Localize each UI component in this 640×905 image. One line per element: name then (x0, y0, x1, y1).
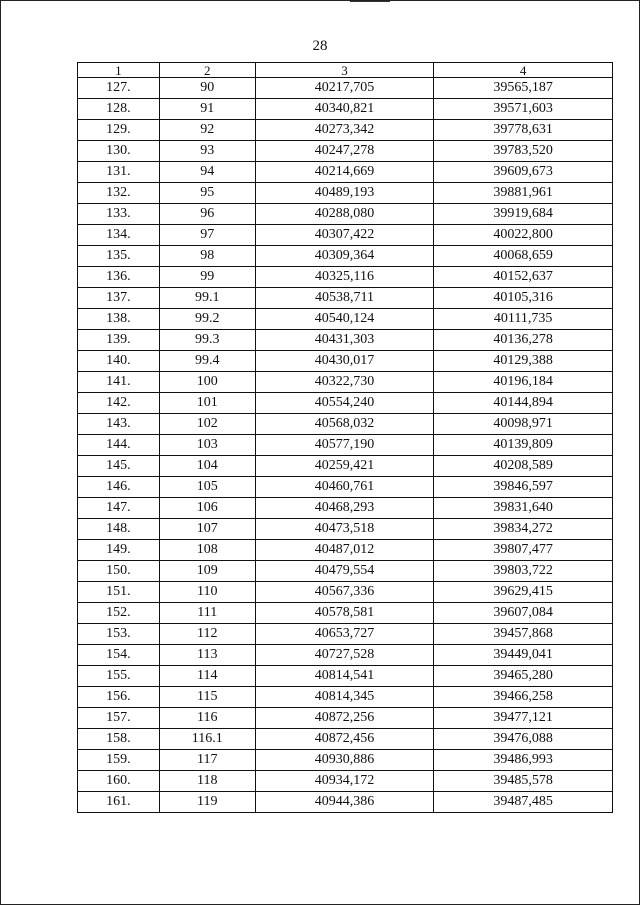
point-number-cell: 108 (159, 540, 255, 561)
point-number-cell: 112 (159, 624, 255, 645)
coordinate-y-cell: 39629,415 (434, 582, 613, 603)
coordinate-y-cell: 39571,603 (434, 99, 613, 120)
table-row (78, 561, 613, 582)
coordinate-y-cell: 39486,993 (434, 750, 613, 771)
point-number-cell: 91 (159, 99, 255, 120)
coordinate-x-cell: 40214,669 (255, 162, 434, 183)
coordinate-x-cell: 40325,116 (255, 267, 434, 288)
table-row (78, 267, 613, 288)
point-number-cell: 100 (159, 372, 255, 393)
coordinate-y-cell: 40105,316 (434, 288, 613, 309)
point-number-cell: 95 (159, 183, 255, 204)
row-number-cell: 142. (78, 393, 160, 414)
coordinate-y-cell: 39565,187 (434, 78, 613, 99)
coordinate-x-cell: 40540,124 (255, 309, 434, 330)
table-row (78, 792, 613, 813)
row-number-cell: 153. (78, 624, 160, 645)
table-row (78, 519, 613, 540)
table-row (78, 645, 613, 666)
point-number-cell: 115 (159, 687, 255, 708)
coordinate-x-cell: 40473,518 (255, 519, 434, 540)
coordinate-x-cell: 40273,342 (255, 120, 434, 141)
row-number-cell: 157. (78, 708, 160, 729)
coordinate-x-cell: 40468,293 (255, 498, 434, 519)
coordinate-y-cell: 39457,868 (434, 624, 613, 645)
row-number-cell: 150. (78, 561, 160, 582)
coordinate-x-cell: 40247,278 (255, 141, 434, 162)
coordinate-y-cell: 39476,088 (434, 729, 613, 750)
point-number-cell: 99.3 (159, 330, 255, 351)
coordinate-y-cell: 39465,280 (434, 666, 613, 687)
row-number-cell: 145. (78, 456, 160, 477)
column-header-2: 2 (159, 63, 255, 78)
coordinate-y-cell: 39919,684 (434, 204, 613, 225)
table-row (78, 204, 613, 225)
row-number-cell: 140. (78, 351, 160, 372)
coordinate-x-cell: 40872,256 (255, 708, 434, 729)
coordinate-y-cell: 40152,637 (434, 267, 613, 288)
coordinate-y-cell: 39477,121 (434, 708, 613, 729)
table-header-row (78, 63, 613, 78)
coordinate-x-cell: 40460,761 (255, 477, 434, 498)
point-number-cell: 98 (159, 246, 255, 267)
coordinate-y-cell: 39881,961 (434, 183, 613, 204)
coordinate-x-cell: 40430,017 (255, 351, 434, 372)
row-number-cell: 135. (78, 246, 160, 267)
row-number-cell: 136. (78, 267, 160, 288)
row-number-cell: 146. (78, 477, 160, 498)
point-number-cell: 107 (159, 519, 255, 540)
table-body (78, 78, 613, 813)
table-row (78, 414, 613, 435)
point-number-cell: 110 (159, 582, 255, 603)
table-row (78, 372, 613, 393)
point-number-cell: 92 (159, 120, 255, 141)
table-row (78, 288, 613, 309)
point-number-cell: 113 (159, 645, 255, 666)
point-number-cell: 111 (159, 603, 255, 624)
coordinate-x-cell: 40259,421 (255, 456, 434, 477)
coordinate-y-cell: 39466,258 (434, 687, 613, 708)
point-number-cell: 99.1 (159, 288, 255, 309)
table-row (78, 456, 613, 477)
coordinate-x-cell: 40578,581 (255, 603, 434, 624)
row-number-cell: 161. (78, 792, 160, 813)
row-number-cell: 131. (78, 162, 160, 183)
point-number-cell: 94 (159, 162, 255, 183)
table-row (78, 729, 613, 750)
row-number-cell: 155. (78, 666, 160, 687)
row-number-cell: 147. (78, 498, 160, 519)
coordinate-x-cell: 40567,336 (255, 582, 434, 603)
row-number-cell: 148. (78, 519, 160, 540)
coordinate-y-cell: 40139,809 (434, 435, 613, 456)
coordinate-x-cell: 40872,456 (255, 729, 434, 750)
point-number-cell: 105 (159, 477, 255, 498)
coordinate-y-cell: 39831,640 (434, 498, 613, 519)
table-row (78, 351, 613, 372)
point-number-cell: 119 (159, 792, 255, 813)
table-row (78, 708, 613, 729)
coordinate-x-cell: 40568,032 (255, 414, 434, 435)
coordinate-y-cell: 39783,520 (434, 141, 613, 162)
row-number-cell: 144. (78, 435, 160, 456)
table-row (78, 666, 613, 687)
point-number-cell: 109 (159, 561, 255, 582)
point-number-cell: 118 (159, 771, 255, 792)
row-number-cell: 158. (78, 729, 160, 750)
scan-artifact-line (350, 1, 390, 2)
coordinate-y-cell: 39803,722 (434, 561, 613, 582)
row-number-cell: 154. (78, 645, 160, 666)
coordinate-x-cell: 40217,705 (255, 78, 434, 99)
table-row (78, 435, 613, 456)
row-number-cell: 133. (78, 204, 160, 225)
point-number-cell: 102 (159, 414, 255, 435)
table-row (78, 540, 613, 561)
coordinate-x-cell: 40653,727 (255, 624, 434, 645)
coordinate-y-cell: 39846,597 (434, 477, 613, 498)
point-number-cell: 116.1 (159, 729, 255, 750)
coordinate-x-cell: 40814,541 (255, 666, 434, 687)
coordinate-y-cell: 40136,278 (434, 330, 613, 351)
point-number-cell: 90 (159, 78, 255, 99)
coordinate-x-cell: 40489,193 (255, 183, 434, 204)
row-number-cell: 137. (78, 288, 160, 309)
point-number-cell: 99.4 (159, 351, 255, 372)
table-row (78, 141, 613, 162)
row-number-cell: 160. (78, 771, 160, 792)
coordinate-y-cell: 39778,631 (434, 120, 613, 141)
column-header-4: 4 (434, 63, 613, 78)
row-number-cell: 151. (78, 582, 160, 603)
table-row (78, 183, 613, 204)
coordinate-y-cell: 40196,184 (434, 372, 613, 393)
table-row (78, 771, 613, 792)
point-number-cell: 103 (159, 435, 255, 456)
row-number-cell: 159. (78, 750, 160, 771)
coordinate-y-cell: 39807,477 (434, 540, 613, 561)
table-row (78, 582, 613, 603)
coordinate-x-cell: 40288,080 (255, 204, 434, 225)
point-number-cell: 96 (159, 204, 255, 225)
row-number-cell: 130. (78, 141, 160, 162)
point-number-cell: 114 (159, 666, 255, 687)
coordinate-y-cell: 39485,578 (434, 771, 613, 792)
coordinate-y-cell: 40208,589 (434, 456, 613, 477)
row-number-cell: 149. (78, 540, 160, 561)
row-number-cell: 129. (78, 120, 160, 141)
table-row (78, 687, 613, 708)
coordinate-y-cell: 40129,388 (434, 351, 613, 372)
point-number-cell: 97 (159, 225, 255, 246)
table-row (78, 330, 613, 351)
row-number-cell: 134. (78, 225, 160, 246)
table-row (78, 393, 613, 414)
coordinate-y-cell: 40022,800 (434, 225, 613, 246)
table-row (78, 99, 613, 120)
coordinate-x-cell: 40814,345 (255, 687, 434, 708)
point-number-cell: 117 (159, 750, 255, 771)
point-number-cell: 106 (159, 498, 255, 519)
row-number-cell: 132. (78, 183, 160, 204)
coordinates-table (77, 62, 613, 813)
row-number-cell: 152. (78, 603, 160, 624)
point-number-cell: 99.2 (159, 309, 255, 330)
coordinate-x-cell: 40307,422 (255, 225, 434, 246)
table-row (78, 78, 613, 99)
point-number-cell: 116 (159, 708, 255, 729)
coordinate-x-cell: 40538,711 (255, 288, 434, 309)
coordinate-x-cell: 40309,364 (255, 246, 434, 267)
coordinate-y-cell: 39834,272 (434, 519, 613, 540)
table-row (78, 477, 613, 498)
coordinate-y-cell: 39607,084 (434, 603, 613, 624)
coordinate-x-cell: 40431,303 (255, 330, 434, 351)
coordinate-y-cell: 40068,659 (434, 246, 613, 267)
row-number-cell: 156. (78, 687, 160, 708)
point-number-cell: 93 (159, 141, 255, 162)
table-row (78, 120, 613, 141)
coordinate-x-cell: 40577,190 (255, 435, 434, 456)
coordinate-y-cell: 40098,971 (434, 414, 613, 435)
coordinate-x-cell: 40487,012 (255, 540, 434, 561)
coordinate-x-cell: 40479,554 (255, 561, 434, 582)
table-row (78, 603, 613, 624)
table-row (78, 498, 613, 519)
table-row (78, 162, 613, 183)
table-row (78, 225, 613, 246)
row-number-cell: 139. (78, 330, 160, 351)
coordinate-x-cell: 40554,240 (255, 393, 434, 414)
point-number-cell: 101 (159, 393, 255, 414)
coordinate-y-cell: 40111,735 (434, 309, 613, 330)
column-header-1: 1 (78, 63, 160, 78)
point-number-cell: 99 (159, 267, 255, 288)
point-number-cell: 104 (159, 456, 255, 477)
row-number-cell: 138. (78, 309, 160, 330)
table-row (78, 309, 613, 330)
coordinate-x-cell: 40944,386 (255, 792, 434, 813)
row-number-cell: 128. (78, 99, 160, 120)
coordinate-y-cell: 39449,041 (434, 645, 613, 666)
coordinate-x-cell: 40727,528 (255, 645, 434, 666)
row-number-cell: 143. (78, 414, 160, 435)
coordinate-x-cell: 40340,821 (255, 99, 434, 120)
row-number-cell: 141. (78, 372, 160, 393)
row-number-cell: 127. (78, 78, 160, 99)
coordinate-x-cell: 40934,172 (255, 771, 434, 792)
table-row (78, 246, 613, 267)
coordinate-y-cell: 40144,894 (434, 393, 613, 414)
coordinate-y-cell: 39487,485 (434, 792, 613, 813)
column-header-3: 3 (255, 63, 434, 78)
coordinate-x-cell: 40322,730 (255, 372, 434, 393)
table-row (78, 750, 613, 771)
coordinate-y-cell: 39609,673 (434, 162, 613, 183)
page-number: 28 (312, 38, 328, 54)
table-row (78, 624, 613, 645)
coordinate-x-cell: 40930,886 (255, 750, 434, 771)
